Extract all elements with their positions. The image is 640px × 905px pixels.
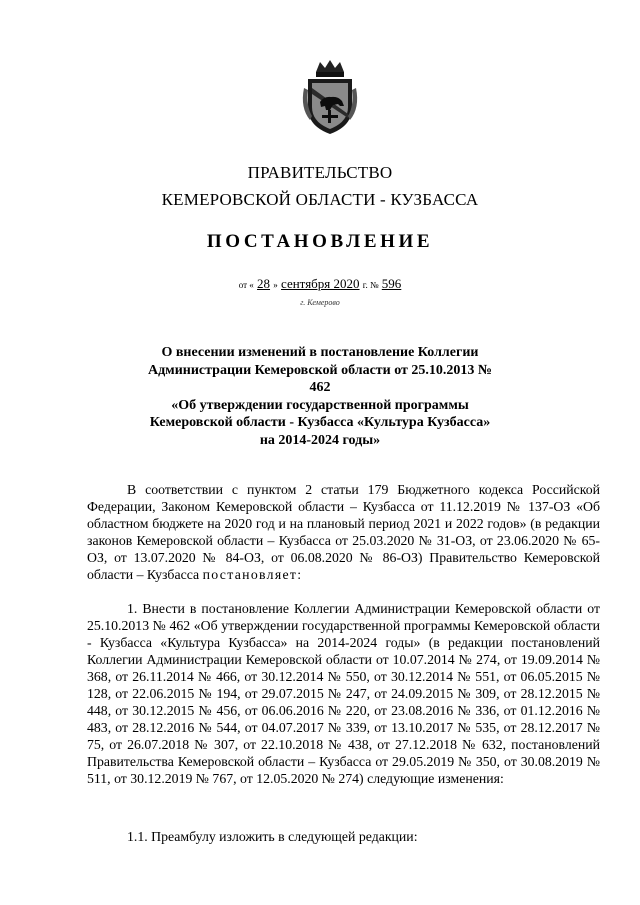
title-line1: О внесении изменений в постановление Коллегии xyxy=(161,345,479,360)
document-title xyxy=(140,344,500,450)
date-mid: » xyxy=(273,280,278,290)
date-prefix: от « xyxy=(238,280,254,290)
government-name-line2: КЕМЕРОВСКОЙ ОБЛАСТИ - КУЗБАССА xyxy=(161,190,479,209)
document-number: 596 xyxy=(381,276,402,291)
document-city: г. Кемерово xyxy=(300,298,340,307)
clause-1-paragraph: 1. Внести в постановление Коллегии Администрации Кемеровской области от 25.10.2013 № 462 «Об утверждении государственной программы Кемеровской области - Кузбасса «Культура Кузбасса» на 2014-2024 годы» (в редакции постановлений Коллегии Администрации Кемеровской области от 10.07.2014 № 274, от 19.09.2014 № 368, от 26.11.2014 № 466, от 30.12.2014 № 550, от 30.12.2014 № 551, от 06.05.2015 № 128, от 22.06.2015 № 194, от 29.07.2015 № 247, от 24.09.2015 № 309, от 28.12.2015 № 448, от 30.12.2015 № 456, от 06.06.2016 № 220, от 23.08.2016 № 336, от 01.12.2016 № 483, от 28.12.2016 № 544, от 04.07.2017 № 339, от 13.10.2017 № 535, от 28.12.2017 № 75, от 26.07.2018 № 307, от 22.10.2018 № 438, от 27.12.2018 № 632, постановлений Правительства Кемеровской области – Кузбасса от 29.05.2019 № 350, от 30.08.2019 № 511, от 30.12.2019 № 767, от 12.05.2020 № 274) следующие изменения: xyxy=(87,601,600,786)
document-date-number xyxy=(0,276,640,292)
title-line2: Администрации Кемеровской области от 25.10.2013 № 462 xyxy=(147,362,492,396)
preamble-paragraph xyxy=(87,481,600,583)
clause-1-1-paragraph: 1.1. Преамбулу изложить в следующей редакции: xyxy=(127,829,418,844)
document-type-heading: ПОСТАНОВЛЕНИЕ xyxy=(206,231,434,252)
preamble-text: В соответствии с пунктом 2 статьи 179 Бюджетного кодекса Российской Федерации, Законом Кемеровской области – Кузбасса от 11.12.2019 № 137-ОЗ «Об областном бюджете на 2020 год и на плановый период 2021 и 2022 годов» (в редакции законов Кемеровской области – Кузбасса от 25.03.2020 № 31-ОЗ, от 23.06.2020 № 65-ОЗ, от 13.07.2020 № 84-ОЗ, от 06.08.2020 № 86-ОЗ) Правительство Кемеровской области – Кузбасса xyxy=(87,482,600,582)
coat-of-arms-icon xyxy=(298,58,362,136)
date-day: 28 xyxy=(257,276,271,291)
government-name-line1: ПРАВИТЕЛЬСТВО xyxy=(247,163,393,182)
date-month-year: сентября 2020 xyxy=(281,276,360,291)
date-suffix: г. № xyxy=(362,280,379,290)
title-line3: «Об утверждении государственной программы xyxy=(171,397,469,413)
preamble-verb: постановляет: xyxy=(202,567,303,582)
title-line5: на 2014-2024 годы» xyxy=(259,432,381,448)
title-line4: Кемеровской области - Кузбасса «Культура Кузбасса» xyxy=(149,415,491,431)
